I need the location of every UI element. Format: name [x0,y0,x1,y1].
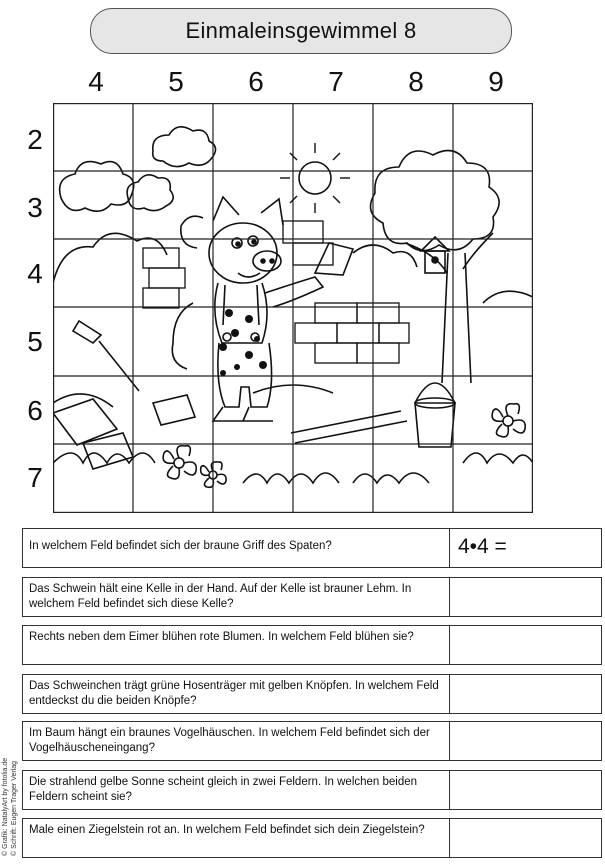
column-label: 6 [248,66,264,97]
question-row [22,721,602,761]
row-label: 4 [27,258,43,289]
question-text: Das Schwein hält eine Kelle in der Hand. Auf der Kelle ist brauner Lehm. In welchem Feld befindet sich diese Kelle? [29,583,412,610]
question-text: Das Schweinchen trägt grüne Hosenträger mit gelben Knöpfen. In welchem Feld entdeckst du die beiden Knöpfe? [29,680,439,707]
copyright-credit [1,716,23,856]
answer-field[interactable] [449,626,602,664]
row-label: 3 [27,192,43,223]
column-label: 5 [168,66,184,97]
question-text: Die strahlend gelbe Sonne scheint gleich in zwei Feldern. In welchen beiden Feldern scheint sie? [29,776,418,803]
question-text: Male einen Ziegelstein rot an. In welchem Feld befindet sich dein Ziegelstein? [29,824,425,836]
column-label: 8 [408,66,424,97]
question-row [22,818,602,858]
column-label: 7 [328,66,344,97]
answer-field[interactable] [449,529,602,567]
question-text: Im Baum hängt ein braunes Vogelhäuschen. In welchem Feld befindet sich der Vogelhäuscheneingang? [29,727,430,754]
row-label: 6 [27,395,43,426]
row-label: 5 [27,326,43,357]
coloring-picture-grid [53,103,533,513]
answer-equation: 4•4 = [458,535,507,558]
question-text: Rechts neben dem Eimer blühen rote Blumen. In welchem Feld blühen sie? [29,631,414,643]
row-label: 7 [27,462,43,493]
answer-field[interactable] [449,578,602,616]
question-row [22,770,602,810]
question-row [22,625,602,665]
answer-field[interactable] [449,819,602,857]
answer-field[interactable] [449,771,602,809]
question-row [22,528,602,568]
credit-line: © Schrift: Eugen Trager Verlag [11,760,18,856]
question-row [22,577,602,617]
question-row [22,674,602,714]
row-label: 2 [27,124,43,155]
question-text: In welchem Feld befindet sich der braune Griff des Spaten? [29,540,332,552]
answer-field[interactable] [449,675,602,713]
worksheet-title-box [90,8,512,54]
column-label: 4 [88,66,104,97]
credit-line: © Grafik: NatalyArt by fotolia.de [2,757,9,856]
answer-field[interactable] [449,722,602,760]
worksheet-title: Einmaleinsgewimmel 8 [185,18,417,43]
column-label: 9 [488,66,504,97]
